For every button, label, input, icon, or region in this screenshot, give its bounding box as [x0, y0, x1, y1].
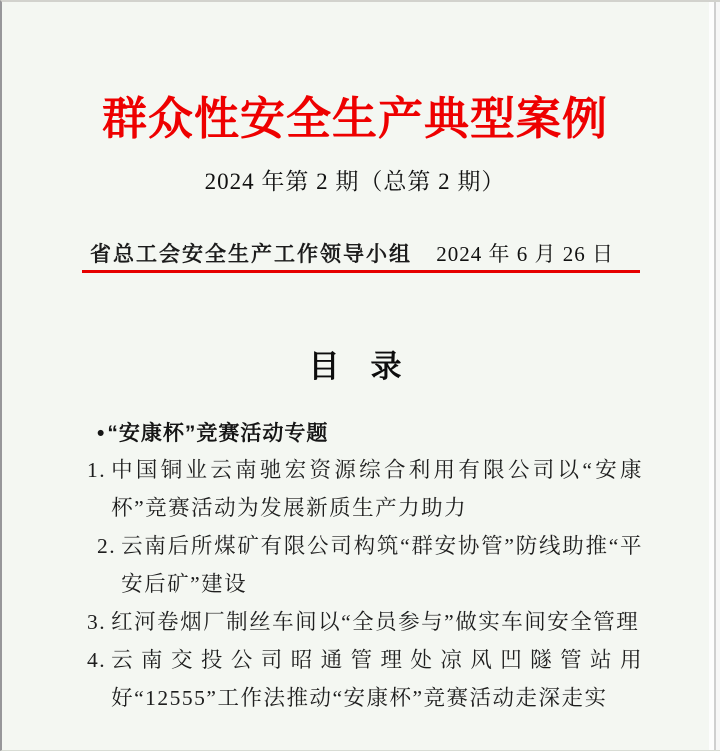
toc-item-number: 3.: [87, 610, 107, 634]
toc-item-text: 云南交投公司昭通管理处凉风凹隧管站用好“12555”工作法推动“安康杯”竞赛活动走深走实: [111, 648, 643, 710]
issuing-organization: 省总工会安全生产工作领导小组: [90, 242, 412, 266]
toc-item-text: 云南后所煤矿有限公司构筑“群安协管”防线助推“平安后矿”建设: [121, 534, 643, 596]
toc-heading: 目 录: [308, 349, 402, 384]
toc-item-number: 4.: [87, 648, 107, 672]
toc-list: [87, 451, 643, 717]
toc-item-1: [87, 451, 643, 527]
toc-item-4: [87, 641, 643, 717]
toc-item-2: [87, 527, 643, 603]
page-title: 群众性安全生产典型案例: [101, 94, 608, 144]
issue-line: 2024 年第 2 期（总第 2 期）: [204, 169, 506, 194]
toc-item-number: 2.: [97, 534, 117, 558]
toc-section-title: “安康杯”竞赛活动专题: [107, 422, 329, 445]
issue-date: 2024 年 6 月 26 日: [436, 242, 614, 266]
masthead-row: [90, 238, 614, 268]
red-divider-rule: [82, 270, 640, 273]
toc-item-text: 红河卷烟厂制丝车间以“全员参与”做实车间安全管理: [111, 610, 640, 634]
toc-section-header: [97, 419, 328, 449]
bullet-icon: •: [97, 422, 106, 445]
toc-item-3: [87, 603, 643, 641]
toc-item-number: 1.: [87, 458, 107, 482]
scrollbar-track[interactable]: [706, 2, 720, 750]
toc-item-text: 中国铜业云南驰宏资源综合利用有限公司以“安康杯”竞赛活动为发展新质生产力助力: [111, 458, 643, 520]
